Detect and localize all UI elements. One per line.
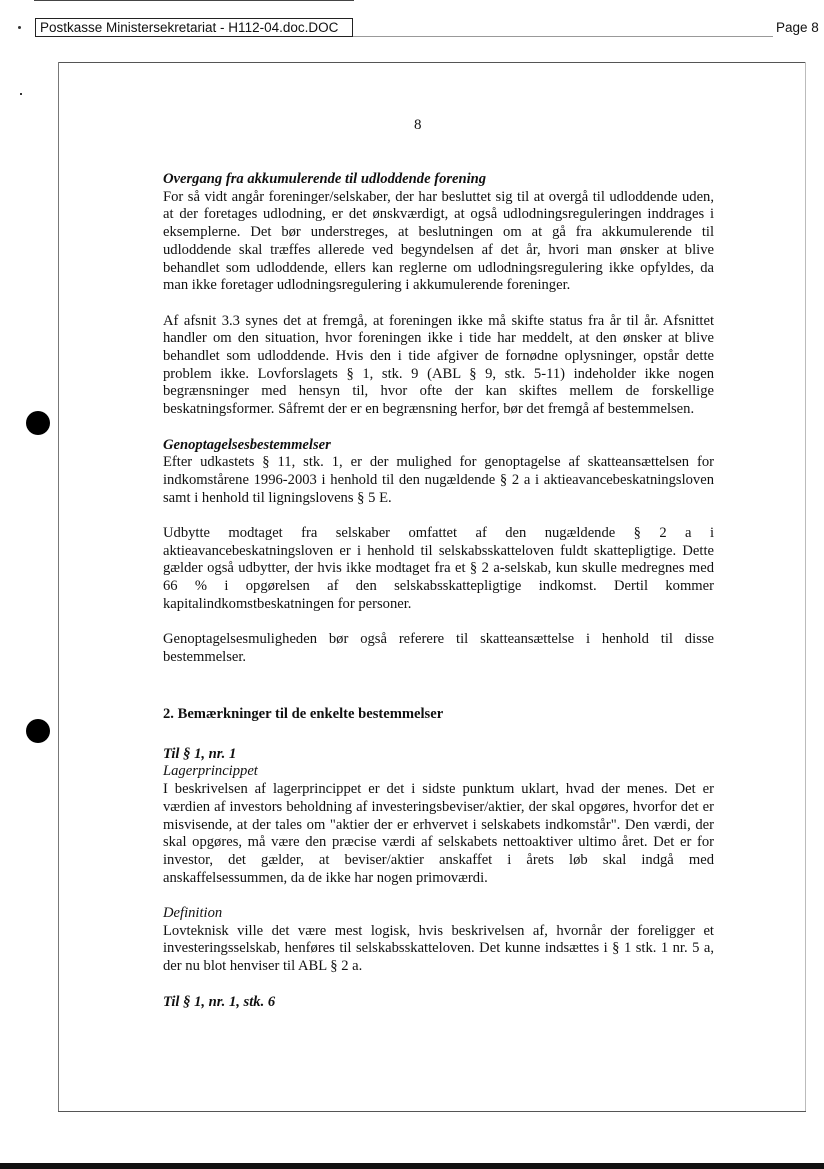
paragraph: Efter udkastets § 11, stk. 1, er der mulighed for genoptagelse af skatteansættelsen for indkomstårene 1996-2003 i henhold til den nugældende § 2 a i aktieavancebeskatningsloven samt i henhold til ligningslovens § 5 E. [163, 454, 714, 506]
section-heading: Overgang fra akkumulerende til udloddende forening [163, 171, 487, 187]
page-frame-bottom [58, 1111, 806, 1112]
document-title-box: Postkasse Ministersekretariat - H112-04.doc.DOC [35, 18, 353, 37]
paragraph: Genoptagelsesmuligheden bør også referere til skatteansættelse i henhold til disse bestemmelser. [163, 631, 714, 665]
margin-mark [20, 93, 22, 95]
subsection-heading: Til § 1, nr. 1, stk. 6 [163, 993, 276, 1010]
page-frame-top [58, 62, 806, 63]
paragraph: Af afsnit 3.3 synes det at fremgå, at foreningen ikke må skifte status fra år til år. Afsnittet handler om den situation, hvor foreningen ikke i tide har meddelt, at den ønsker at blive behandlet som udloddende. Hvis den i tide afgiver de fornødne oplysninger, opstår dette problem ikke. Lovforslagets § 1, stk. 9 (ABL § 9, stk. 5-11) indeholder ikke nogen begrænsninger med hensyn til, hvor ofte der kan skiftes mellem de forskellige beskatningsformer. Såfremt der er en begrænsning herfor, bør det fremgå af bestemmelsen. [163, 312, 714, 418]
paragraph: I beskrivelsen af lagerprincippet er det i sidste punktum uklart, hvad der menes. Det er værdien af investors beholdning af investeringsbeviser/aktier, der skal opgøres, hvorfor det er misvisende, at der tales om "aktier der er erhvervet i selskabets indkomstår". Den værdi, der skal opgøres, må være den præcise værdi af selskabets nettoaktiver ultimo året. Det er for investor, det gælder, at beviser/aktier anskaffet i årets løb skal indgå med anskaffelsessummen, da de ikke har nogen primoværdi. [163, 781, 714, 886]
document-body [163, 171, 714, 1011]
section-heading: Genoptagelsesbestemmelser [163, 436, 331, 453]
paragraph: For så vidt angår foreninger/selskaber, der har besluttet sig til at overgå til udloddende uden, at der foretages udlodning, er det ønskværdigt, at også udlodningsreguleringen inddrages i eksemplerne. Det bør understreges, at beslutningen om at gå fra akkumulerende til udloddende skal træffes allerede ved begyndelsen af det år, hvori man ønsker at blive behandlet som udloddende, ellers kan reglerne om udlodningsregulering ikke opfyldes, da man ikke foretager udlodningsregulering i akkumulerende foreninger. [163, 188, 714, 294]
page-indicator: Page 8 [776, 20, 819, 35]
margin-dot [18, 26, 21, 29]
page-number: 8 [414, 117, 422, 133]
subsection-heading: Til § 1, nr. 1 [163, 745, 237, 762]
bottom-edge [0, 1163, 824, 1169]
paragraph: Udbytte modtaget fra selskaber omfattet af den nugældende § 2 a i aktieavancebeskatningsloven er i henhold til selskabsskatteloven fuldt skattepligtige. Dette gælder også udbytter, der hvis ikke modtaget fra et § 2 a-selskab, kun skulle medregnes med 66 % i opgørelsen af den selskabsskattepligtige indkomst. Dertil kommer kapitalindkomstbeskatningen for personer. [163, 525, 714, 612]
subsection-subtitle: Definition [163, 905, 223, 922]
header-rule [353, 36, 773, 37]
subsection-subtitle: Lagerprincippet [163, 763, 258, 780]
page-frame-right [805, 62, 806, 1112]
punch-hole [26, 719, 50, 743]
punch-hole [26, 411, 50, 435]
top-edge-line [34, 0, 354, 1]
paragraph: Lovteknisk ville det være mest logisk, hvis beskrivelsen af, hvornår der foreligger et investeringsselskab, henføres til selskabsskatteloven. Det kunne indsættes i § 1 stk. 1 nr. 5 a, der nu blot henviser til ABL § 2 a. [163, 922, 714, 975]
page-frame-left [58, 62, 59, 1112]
section-heading: 2. Bemærkninger til de enkelte bestemmelser [163, 706, 444, 723]
